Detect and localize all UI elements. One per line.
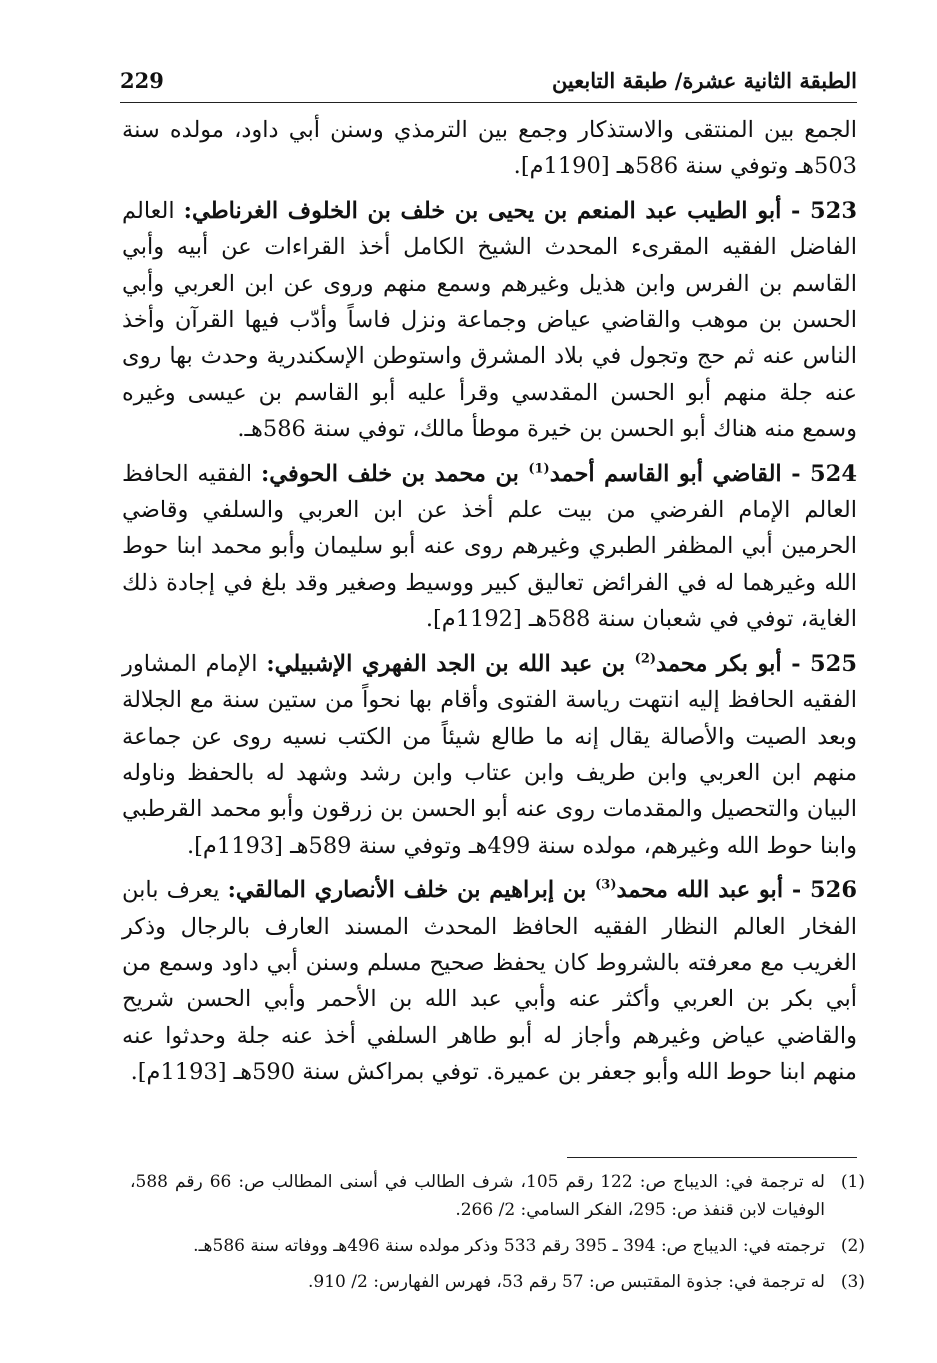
entry-name-rest: بن محمد بن خلف الحوفي:: [260, 460, 519, 487]
entry-heading: [228, 877, 857, 903]
footnote-text: له ترجمة في: جذوة المقتبس ص: 57 رقم 53، فهرس الفهارس: 2/ 910.: [308, 1272, 825, 1292]
entry-body: الإمام المشاور الفقيه الحافظ إليه انتهت رياسة الفتوى وأقام بها نحواً من ستين سنة مع الجلالة وبعد الصيت والأصالة يقال إنه ما طالع شيئاً من الكتب نسيه روى عن جماعة منهم ابن العربي وابن طريف وابن عتاب وابن رشد وشهد له بالحفظ وناوله البيان والتحصيل والمقدمات روى عنه أبو الحسن بن زرقون وأبو محمد القرطبي وابنا حوط الله وغيرهم، مولده سنة 499هـ وتوفي سنة 589هـ [1193م].: [122, 650, 857, 859]
main-text: [122, 112, 857, 1091]
running-title: الطبقة الثانية عشرة/ طبقة التابعين: [551, 68, 857, 93]
footnote-ref[interactable]: (1): [528, 461, 550, 477]
footnote-text: له ترجمة في: الديباج ص: 122 رقم 105، شرف الطالب في أسنى المطالب ص: 66 رقم 588، الوفيات لابن قنفذ ص: 295، الفكر السامي: 2/ 266.: [130, 1172, 825, 1220]
entry-number: 524 -: [791, 460, 857, 487]
footnote-1: [130, 1168, 865, 1224]
entry-name: أبو الطيب عبد المنعم بن يحيى بن خلف بن الخلوف الغرناطي:: [183, 197, 782, 224]
intro-paragraph: الجمع بين المنتقى والاستذكار وجمع بين الترمذي وسنن أبي داود، مولده سنة 503هـ وتوفي سنة 586هـ [1190م].: [122, 117, 857, 180]
entry-524: [122, 456, 857, 638]
footnote-text: ترجمته في: الديباج ص: 394 ـ 395 رقم 533 وذكر مولده سنة 496هـ ووفاته سنة 586هـ.: [193, 1236, 825, 1256]
entry-523: [122, 193, 857, 448]
entry-body: العالم الفاضل الفقيه المقرىء المحدث الشيخ الكامل أخذ القراءات عن أبيه وأبي القاسم بن الفرس وابن هذيل وغيرهم وسمع منهم وروى عن ابن العربي وأبي الحسن بن موهب والقاضي عياض وجماعة ونزل فاساً وأدّب فيها القرآن وأخذ الناس عنه ثم حج وتجول في بلاد المشرق واستوطن الإسكندرية وحدث بها روى عنه جلة منهم أبو الحسن المقدسي وقرأ عليه أبو القاسم بن عيسى وغيره وسمع منه هناك أبو الحسن بن خيرة موطأ مالك، توفي سنة 586هـ.: [122, 197, 857, 443]
entry-name-rest: بن عبد الله بن الجد الفهري الإشبيلي:: [266, 650, 626, 677]
entry-number: 526 -: [791, 877, 857, 904]
entry-526: [122, 872, 857, 1090]
footnote-number: (2): [840, 1236, 865, 1256]
page-number: 229: [120, 68, 164, 93]
entry-525: [122, 646, 857, 864]
entry-heading: [261, 461, 857, 487]
footnote-number: (1): [840, 1172, 865, 1192]
entry-name-rest: بن إبراهيم بن خلف الأنصاري المالقي:: [227, 877, 587, 904]
entry-body: يعرف بابن الفخار العالم النظار الفقيه الحافظ المحدث المسند العارف بالرجال وذكر الغريب مع معرفته بالشروط كان يحفظ صحيح مسلم وسنن أبي داود وسمع من أبي بكر بن العربي وأكثر عنه وأبي عبد الله بن الأحمر وأبي الحسن شريح والقاضي عياض وغيرهم وأجاز له أبو طاهر السلفي أخذ عنه جلة وحدثوا عنه منهم ابنا حوط الله وأبو جعفر بن عميرة. توفي بمراكش سنة 590هـ [1193م].: [122, 877, 857, 1086]
entry-body: الفقيه الحافظ العالم الإمام الفرضي من بيت علم أخذ عن ابن العربي والسلفي وقاضي الحرمين أبي المظفر الطبري وغيرهم روى عنه أبو سليمان وأبو محمد ابنا حوط الله وغيرهما له في الفرائض تعاليق كبير ووسيط وصغير وقد بلغ في إجادة ذلك الغاية، توفي في شعبان سنة 588هـ [1192م].: [122, 460, 857, 633]
entry-name: أبو عبد الله محمد: [616, 877, 784, 904]
footnote-number: (3): [840, 1272, 865, 1292]
footnote-ref[interactable]: (3): [595, 877, 617, 893]
entry-name: القاضي أبو القاسم أحمد: [549, 460, 782, 487]
footnote-3: [130, 1268, 865, 1296]
footnote-divider: [567, 1157, 857, 1158]
entry-heading: [184, 198, 857, 224]
footnote-2: [130, 1232, 865, 1260]
entry-number: 523 -: [791, 197, 857, 224]
entry-number: 525 -: [791, 650, 857, 677]
entry-name: أبو بكر محمد: [656, 650, 782, 677]
page-header: [120, 58, 857, 103]
footnotes: [130, 1168, 865, 1304]
footnote-ref[interactable]: (2): [634, 651, 657, 667]
entry-heading: [266, 651, 857, 677]
